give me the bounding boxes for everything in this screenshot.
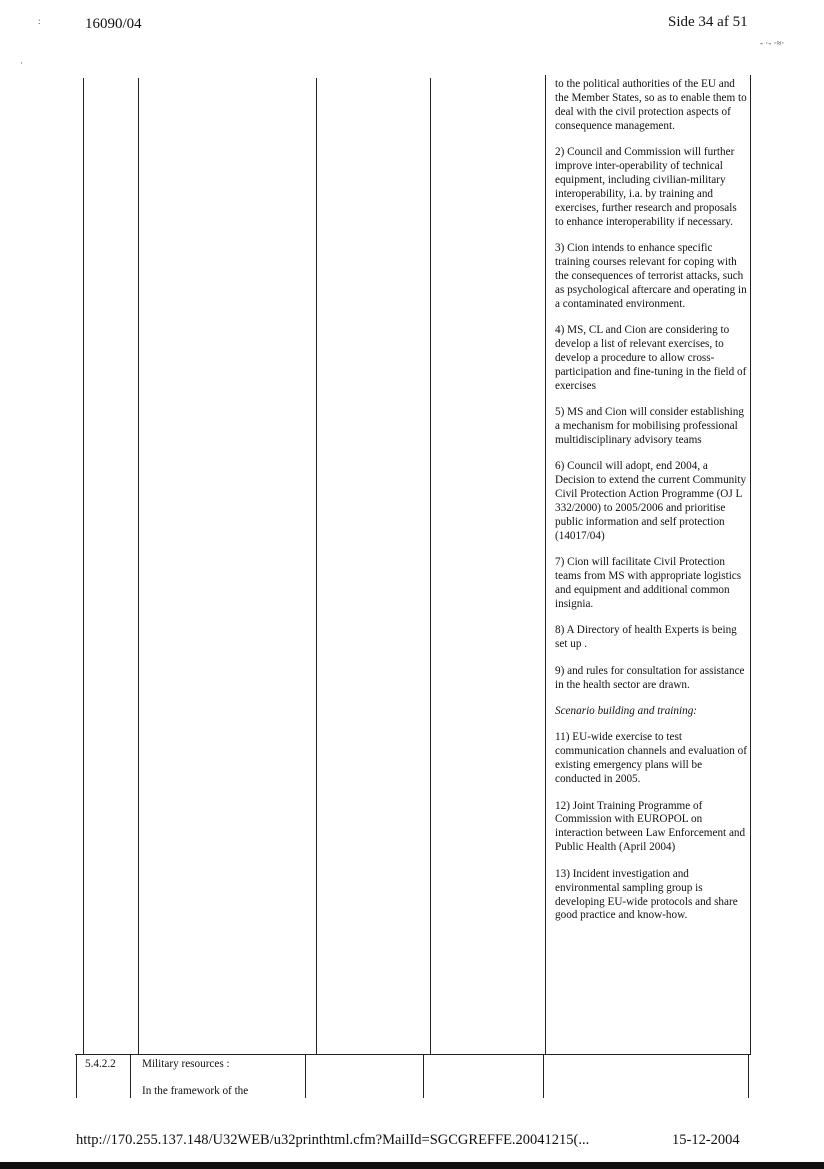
source-url: http://170.255.137.148/U32WEB/u32printhtml.cfm?MailId=SGCGREFFE.20041215(...: [76, 1132, 590, 1148]
scan-speck: ‐ ·‐ ·≈·: [760, 38, 785, 48]
row-title: Military resources :: [142, 1058, 230, 1070]
action-paragraph: 6) Council will adopt, end 2004, a Decision to extend the current Community Civil Protection Action Programme (OJ L 332/2000) to 2005/2006 and prioritise public information and self protection (14017/04): [555, 460, 747, 542]
action-paragraph: 5) MS and Cion will consider establishing a mechanism for mobilising professional multidisciplinary advisory teams: [555, 406, 744, 446]
action-paragraph: 4) MS, CL and Cion are considering to develop a list of relevant exercises, to develop a procedure to allow cross-participation and fine-tuning in the field of exercises: [555, 324, 747, 392]
action-paragraph: 8) A Directory of health Experts is being set up .: [555, 624, 737, 651]
scan-edge: [0, 1162, 824, 1169]
action-paragraph: 12) Joint Training Programme of Commission with EUROPOL on interaction between Law Enforcement and Public Health (April 2004): [555, 799, 746, 854]
action-paragraph: 9) and rules for consultation for assistance in the health sector are drawn.: [555, 664, 745, 691]
action-paragraph: 2) Council and Commission will further improve inter-operability of technical equipment, including civilian-military interoperability, i.a. by training and exercises, further research and proposals to enhance interoperability if necessary.: [555, 146, 737, 228]
scenario-heading: Scenario building and training:: [555, 705, 698, 718]
action-paragraph: 3) Cion intends to enhance specific training courses relevant for coping with the consequences of terrorist attacks, such as psychological aftercare and operating in a contaminated environment.: [555, 242, 747, 310]
action-paragraph: 11) EU-wide exercise to test communication channels and evaluation of existing emergency plans will be conducted in 2005.: [555, 731, 747, 786]
scan-speck: :: [38, 16, 41, 26]
action-column: [555, 78, 747, 936]
print-date: 15-12-2004: [672, 1132, 740, 1148]
action-paragraph: 13) Incident investigation and environmental sampling group is developing EU-wide protocols and share good practice and know-how.: [555, 867, 738, 922]
document-reference: 16090/04: [85, 16, 142, 32]
row-number: 5.4.2.2: [85, 1058, 116, 1070]
scan-speck: ·: [20, 58, 23, 68]
page-number: Side 34 af 51: [668, 14, 748, 30]
action-paragraph: 7) Cion will facilitate Civil Protection teams from MS with appropriate logistics and equipment and additional common insignia.: [555, 556, 742, 610]
action-paragraph: to the political authorities of the EU and the Member States, so as to enable them to deal with the civil protection aspects of consequence management.: [555, 78, 747, 132]
row-text: In the framework of the: [142, 1085, 249, 1097]
